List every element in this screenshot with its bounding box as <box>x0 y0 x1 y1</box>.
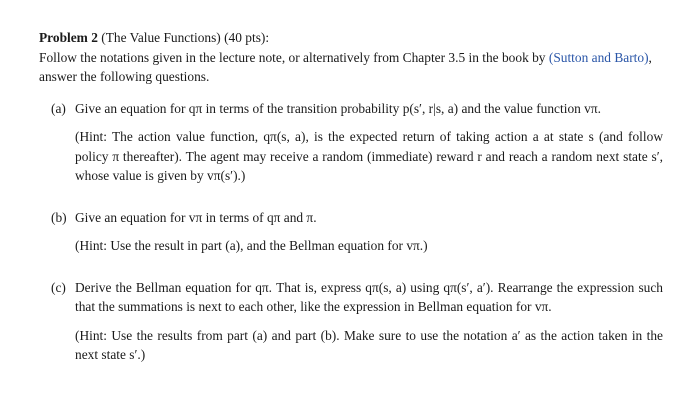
question-part-b <box>39 208 663 256</box>
question-part-a <box>39 99 663 186</box>
intro-text: Follow the notations given in the lecture note, or alternatively from Chapter 3.5 in the book by <box>39 49 546 65</box>
problem-document <box>39 28 663 387</box>
part-label: (b) <box>51 209 67 225</box>
part-label: (a) <box>51 100 66 116</box>
question-part-c <box>39 278 663 365</box>
problem-title-line <box>39 28 663 48</box>
problem-title: (The Value Functions) (40 pts): <box>101 30 270 45</box>
part-c-hint: (Hint: Use the results from part (a) and part (b). Make sure to use the notation a′ as the action taken in the next state s′.) <box>75 327 663 362</box>
part-b-hint: (Hint: Use the result in part (a), and the Bellman equation for vπ.) <box>75 238 428 253</box>
problem-intro <box>39 48 663 87</box>
part-label: (c) <box>51 279 66 295</box>
problem-header <box>39 28 663 87</box>
part-b-question: Give an equation for vπ in terms of qπ and π. <box>75 209 317 225</box>
intro-text-end: , answer the following questions. <box>39 49 652 84</box>
problem-number: Problem 2 <box>39 30 98 45</box>
citation-link[interactable]: (Sutton and Barto) <box>548 49 649 65</box>
part-a-question: Give an equation for qπ in terms of the transition probability p(s′, r|s, a) and the value function vπ. <box>75 100 601 116</box>
part-c-question: Derive the Bellman equation for qπ. That is, express qπ(s, a) using qπ(s′, a′). Rearrange the expression such that the summations is next to each other, like the expression in Bellman equation for vπ. <box>75 279 663 314</box>
question-list <box>39 99 663 365</box>
part-a-hint: (Hint: The action value function, qπ(s, a), is the expected return of taking action a at state s (and follow policy π thereafter). The agent may receive a random (immediate) reward r and reach a random next state s′, whose value is given by vπ(s′).) <box>75 129 663 183</box>
